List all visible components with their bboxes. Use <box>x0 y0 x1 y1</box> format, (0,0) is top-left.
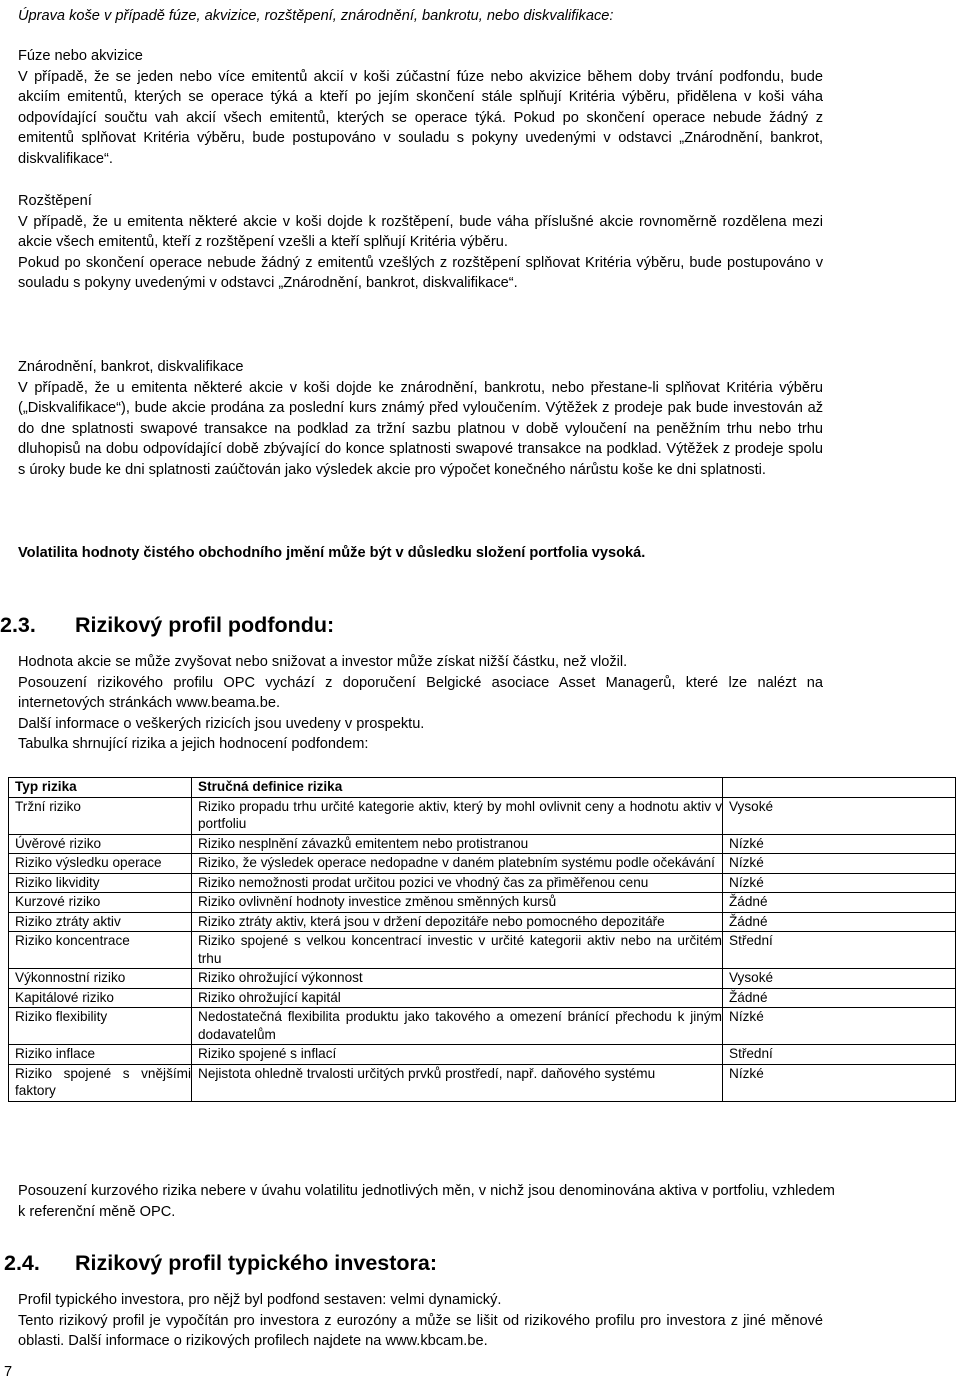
risk-rating: Nízké <box>723 854 956 874</box>
risk-rating: Žádné <box>723 912 956 932</box>
table-row <box>9 854 956 874</box>
section-2-4-heading <box>4 1250 437 1276</box>
risk-rating: Střední <box>723 932 956 969</box>
header-definition: Stručná definice rizika <box>192 778 723 798</box>
risk-type: Tržní riziko <box>9 797 192 834</box>
table-row <box>9 1064 956 1101</box>
currency-note: Posouzení kurzového rizika nebere v úvahu volatilitu jednotlivých měn, v nichž jsou denominována aktiva v portfoliu, vzhledem k referenční měně OPC. <box>18 1183 835 1220</box>
page-number: 7 <box>4 1364 13 1380</box>
section-2-4-line-2: Tento rizikový profil je vypočítán pro investora z eurozóny a může se lišit od rizikového profilu pro investora z jiné měnové oblasti. Další informace o rizikových profilech najdete na www.kbcam.be. <box>18 1312 823 1350</box>
risk-type: Kapitálové riziko <box>9 988 192 1008</box>
intro-heading: Úprava koše v případě fúze, akvizice, rozštěpení, znárodnění, bankrotu, nebo diskvalifikace: <box>18 8 614 24</box>
risk-type: Riziko koncentrace <box>9 932 192 969</box>
risk-definition: Riziko, že výsledek operace nedopadne v daném platebním systému podle očekávání <box>192 854 723 874</box>
section-2-3-line-2: Posouzení rizikového profilu OPC vychází z doporučení Belgické asociace Asset Managerů, které lze nalézt na internetových stránkách www.beama.be. <box>18 674 823 712</box>
section-2-4-number: 2.4. <box>4 1251 40 1275</box>
section-2-3-line-3: Další informace o veškerých rizicích jsou uvedeny v prospektu. <box>18 715 425 732</box>
risk-type: Úvěrové riziko <box>9 834 192 854</box>
risk-table <box>8 777 956 1102</box>
table-row <box>9 1045 956 1065</box>
section-2-3-line-4: Tabulka shrnující rizika a jejich hodnocení podfondem: <box>18 736 369 753</box>
section-rozstepeni <box>18 191 823 294</box>
znarodneni-title: Znárodnění, bankrot, diskvalifikace <box>18 359 244 375</box>
rozstepeni-title: Rozštěpení <box>18 193 92 209</box>
risk-definition: Riziko propadu trhu určité kategorie aktiv, který by mohl ovlivnit ceny a hodnotu aktiv v portfoliu <box>192 797 723 834</box>
risk-rating: Nízké <box>723 834 956 854</box>
risk-type: Riziko spojené s vnějšími faktory <box>9 1064 192 1101</box>
risk-type: Riziko výsledku operace <box>9 854 192 874</box>
header-rating <box>723 778 956 798</box>
risk-rating: Nízké <box>723 1008 956 1045</box>
risk-rating: Žádné <box>723 893 956 913</box>
risk-definition: Riziko nemožnosti prodat určitou pozici ve vhodný čas za přiměřenou cenu <box>192 873 723 893</box>
section-2-4-line-1: Profil typického investora, pro nějž byl podfond sestaven: velmi dynamický. <box>18 1292 502 1308</box>
risk-type: Riziko flexibility <box>9 1008 192 1045</box>
risk-type: Výkonnostní riziko <box>9 969 192 989</box>
risk-type: Riziko likvidity <box>9 873 192 893</box>
section-2-4-title: Rizikový profil typického investora: <box>75 1251 438 1275</box>
table-row <box>9 912 956 932</box>
risk-definition: Nejistota ohledně trvalosti určitých prvků prostředí, např. daňového systému <box>192 1064 723 1101</box>
fuze-title: Fúze nebo akvizice <box>18 48 143 64</box>
risk-type: Riziko inflace <box>9 1045 192 1065</box>
table-row <box>9 834 956 854</box>
risk-rating: Střední <box>723 1045 956 1065</box>
risk-rating: Vysoké <box>723 797 956 834</box>
section-2-3-title: Rizikový profil podfondu: <box>75 613 335 637</box>
risk-definition: Riziko spojené s inflací <box>192 1045 723 1065</box>
section-2-3-number: 2.3. <box>0 613 36 637</box>
table-row <box>9 988 956 1008</box>
header-type: Typ rizika <box>9 778 192 798</box>
risk-table-header <box>9 778 956 798</box>
risk-rating: Nízké <box>723 1064 956 1101</box>
table-row <box>9 797 956 834</box>
risk-definition: Riziko ohrožující výkonnost <box>192 969 723 989</box>
table-row <box>9 893 956 913</box>
section-fuze <box>18 46 823 170</box>
risk-definition: Riziko ztráty aktiv, která jsou v držení depozitáře nebo pomocného depozitáře <box>192 912 723 932</box>
risk-rating: Vysoké <box>723 969 956 989</box>
risk-definition: Riziko ovlivnění hodnoty investice změnou směnných kursů <box>192 893 723 913</box>
table-row <box>9 932 956 969</box>
table-row <box>9 1008 956 1045</box>
table-row <box>9 873 956 893</box>
section-2-3-line-1: Hodnota akcie se může zvyšovat nebo snižovat a investor může získat nižší částku, než vložil. <box>18 654 628 670</box>
risk-type: Riziko ztráty aktiv <box>9 912 192 932</box>
risk-type: Kurzové riziko <box>9 893 192 913</box>
risk-definition: Riziko nesplnění závazků emitentem nebo protistranou <box>192 834 723 854</box>
section-2-3-heading <box>0 612 334 638</box>
table-row <box>9 969 956 989</box>
rozstepeni-paragraph-2: Pokud po skončení operace nebude žádný z emitentů vzešlých z rozštěpení splňovat Kritéria výběru, bude postupováno v souladu s pokyny uvedenými v odstavci „Znárodnění, bankrot, diskvalifikace“. <box>18 254 823 292</box>
section-2-3-body <box>18 652 823 755</box>
znarodneni-paragraph: V případě, že u emitenta některé akcie v koši dojde ke znárodnění, bankrotu, nebo přestane-li splňovat Kritéria výběru („Diskvalifikace“), bude akcie prodána za poslední kurs známý před vyloučením. Výtěžek z prodeje pak bude investován až do dne splatnosti swapové transakce na podklad za tržní sazbu platnou v době vyloučení na peněžním trhu nebo trhu dluhopisů na dobu odpovídající době zbývající do konce splatnosti swapové transakce na podklad. Výtěžek z prodeje spolu s úroky bude ke dni splatnosti zaúčtován jako výsledek akcie pro výpočet konečného nárůstu koše ke dni splatnosti. <box>18 379 823 478</box>
section-znarodneni <box>18 357 823 481</box>
risk-rating: Žádné <box>723 988 956 1008</box>
risk-definition: Riziko spojené s velkou koncentrací investic v určité kategorii aktiv nebo na určitém trhu <box>192 932 723 969</box>
risk-rating: Nízké <box>723 873 956 893</box>
risk-definition: Nedostatečná flexibilita produktu jako takového a omezení bránící přechodu k jiným dodavatelům <box>192 1008 723 1045</box>
fuze-paragraph: V případě, že se jeden nebo více emitentů akcií v koši zúčastní fúze nebo akvizice během doby trvání podfondu, bude akciím emitentů, kterých se operace týká a kteří po jejím skončení stále splňují Kritéria výběru, přidělena v koši váha odpovídající součtu vah akcií všech emitentů, kterých se operace týká. Pokud po skončení operace nebude žádný z emitentů splňovat Kritéria výběru, bude postupováno v souladu s pokyny uvedenými v odstavci „Znárodnění, bankrot, diskvalifikace“. <box>18 68 823 167</box>
rozstepeni-paragraph-1: V případě, že u emitenta některé akcie v koši dojde k rozštěpení, bude váha příslušné akcie rovnoměrně rozdělena mezi akcie všech emitentů, kteří z rozštěpení vzešli a kteří splňují Kritéria výběru. <box>18 213 823 251</box>
risk-definition: Riziko ohrožující kapitál <box>192 988 723 1008</box>
volatility-note: Volatilita hodnoty čistého obchodního jmění může být v důsledku složení portfolia vysoká. <box>18 545 646 561</box>
section-2-4-body <box>18 1290 823 1352</box>
